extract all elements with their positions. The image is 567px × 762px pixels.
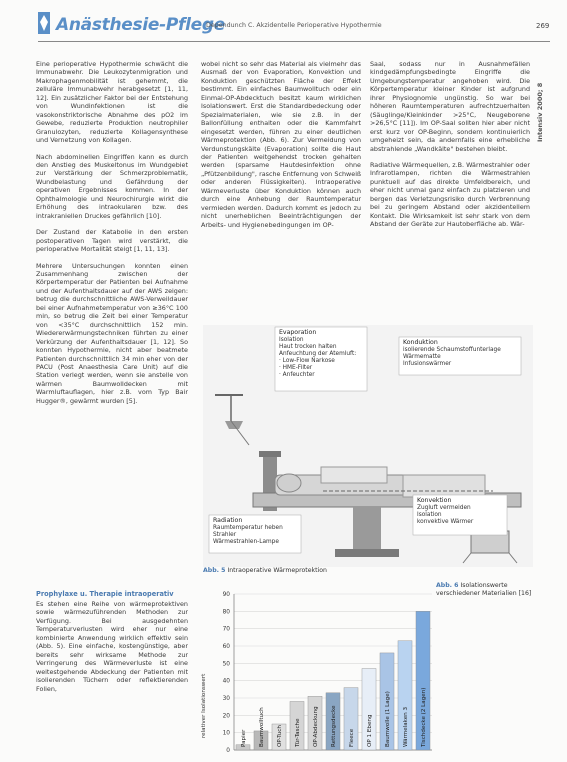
convection-item: konvektive Wärmer <box>417 519 474 525</box>
x-tick-label: OP-Tuch <box>277 725 283 747</box>
x-tick-label: Fleece <box>349 728 355 747</box>
figure-5-caption-label: Abb. 5 <box>203 567 226 574</box>
x-tick-label: Tischdecke (2 Lagen) <box>421 687 427 747</box>
radiation-item: Strahler <box>213 532 237 538</box>
figure-6-caption <box>436 582 534 598</box>
text-column-3 <box>370 60 530 237</box>
journal-logo: Anästhesie-Pflege <box>56 15 225 35</box>
conduction-item: Wärmematte <box>403 354 441 360</box>
journal-issue-vertical: Intensiv 2000; 8 <box>536 82 544 142</box>
evaporation-item: Anfeuchtung der Atemluft: <box>279 351 357 357</box>
paragraph: Nach abdominellen Eingriffen kann es durch den Anstieg des Muskeltonus im Wundgebiet zur Verstärkung der Schmerzproblematik, Wundbelastung und Gefährdung der operativen Ergebnisses kommen. In der Ophthalmologie und Neurochirurgie wirkt die Erhöhung des intraokularen bzw. des intrakraniellen Druckes gefährlich [10]. <box>36 152 188 220</box>
y-tick-label: 80 <box>222 609 230 616</box>
page-header <box>0 0 567 42</box>
evaporation-item: · Anfeuchter <box>279 372 315 378</box>
x-tick-label: Tür-Tasche <box>295 718 301 747</box>
y-tick-label: 70 <box>222 626 230 633</box>
bar-chart <box>200 578 530 758</box>
paragraph: Saal, sodass nur in Ausnahmefällen kindgedämpfungsbedingte Eingriffe die Umgebungstemperatur angehoben wird. Die Körpertemperatur kleiner Kinder ist aufgrund ihrer Physiognomie ungünstig. So war bei höheren Raumtemperaturen aufrechtzuerhalten (Säuglinge/Kleinkinder >25°C, Neugeborene >26,5°C [11]). Im OP-Saal sollten hier aber nicht erst kurz vor OP-Beginn, sondern kontinuierlich umgeheizt sein, da andernfalls eine erhebliche abstrahlende „Wandkälte" bestehen bleibt. <box>370 60 530 153</box>
section-heading: Prophylaxe u. Therapie intraoperativ <box>36 590 174 598</box>
logo-mark-icon <box>38 12 50 34</box>
figure-5-caption-text: Intraoperative Wärmeprotektion <box>227 567 327 574</box>
x-tick-label: Rettungsdecke <box>331 705 337 747</box>
x-tick-label: Wärmelaken 3 <box>403 706 409 747</box>
y-tick-label: 20 <box>222 713 230 720</box>
figure-5-illustration <box>203 325 533 567</box>
conduction-item: isolierende Schaumstoffunterlage <box>403 347 501 353</box>
figure-6-caption-label: Abb. 6 <box>436 582 459 589</box>
convection-label: Konvektion <box>417 497 452 504</box>
y-tick-label: 50 <box>222 661 230 668</box>
paragraph: Es stehen eine Reihe von wärmeprotektiven sowie wärmezuführenden Methoden zur Verfügung. Bei ausgedehnten Temperaturverlusten wird eher nur eine kombinierte Anwendung wirklich effektiv sein (Abb. 5). Eine einfache, kostengünstige, aber bereits sehr wirksame Methode zur Verringerung des Wärmeverluste ist eine weitestgehende Abdeckung der Patienten mit isolierenden Tüchern oder reflektierenden Folien, <box>36 600 188 693</box>
y-tick-label: 90 <box>222 592 230 598</box>
x-tick-label: Papier <box>241 729 247 747</box>
paragraph: Radiative Wärmequellen, z.B. Wärmestrahler oder Infrarotlampen, richten die Wärmestrahlen punktuell auf das direkte Umfeldbereich, und eher nicht unmal ganz einfach zu platzieren und bergen das Verletzungsrisiko durch Verbrennung bei zu geringem Abstand oder akzidentellem Kontakt. Die Wirksamkeit ist sehr stark von dem Abstand der Geräte zur Hautoberfläche ab. Wär- <box>370 160 530 229</box>
x-tick-label: OP 1 Ebeng <box>367 714 373 747</box>
y-tick-label: 0 <box>226 748 230 754</box>
figure-5-caption <box>203 567 327 574</box>
evaporation-item: · HME-Filter <box>279 365 313 371</box>
paragraph: Eine perioperative Hypothermie schwächt die Immunabwehr. Die Leukozytenmigration und Makrophagenmobilität ist gehemmt, die zelluläre Immunabwehr herabgesetzt [1, 11, 12]. Ein zusätzlicher Faktor bei der Entstehung von Wundinfektionen ist die vasokonstriktorische Abnahme des pO2 im Gewebe, reduzierte Produktion neutrophiler Granulozyten, reduzierte Kollagensynthese und Vernetzung von Kollagen. <box>36 60 188 145</box>
header-divider <box>38 41 550 42</box>
x-tick-label: Baumwolle (1 Lage) <box>385 691 391 747</box>
text-column-2 <box>201 60 361 237</box>
running-title: Dependunch C. Akzidentelle Perioperative Hypothermie <box>206 22 382 29</box>
text-column-1 <box>36 60 188 413</box>
convection-item: Isolation <box>417 512 442 518</box>
text-column-1-lower <box>36 590 188 701</box>
y-tick-label: 10 <box>222 730 230 737</box>
paragraph: wobei nicht so sehr das Material als vielmehr das Ausmaß der von Evaporation, Konvektion und Konduktion geschützten Fläche der Effekt bestimmt. Ein einfaches Baumwolltuch oder ein Einmal-OP-Abdecktuch besitzt kaum wirklichen Isolationswert. Erst die Standardbedeckung oder Spezialmaterialen, wie sie z.B. in der Ballonfüllung enthalten oder die Kammfahrt eingesetzt werden, führen zu einer deutlichen Wärmeprotektion (Abb. 6). Zur Vermeidung von Verdunstungskälte (Evaporation) sollte die Haut der Patienten weitgehendst trocken gehalten werden (sparsame Hautdesinfektion ohne „Pfützenbildung", rasche Entfernung von Schweiß oder anderen Flüssigkeiten). Intraoperative Wärmeverluste über Konduktion können auch durch eine Anhebung der Raumtemperatur vermieden werden. Dadurch kommt es jedoch zu nicht unerheblichen Beeinträchtigungen der Arbeits- und Hygienebedingungen im OP- <box>201 60 361 229</box>
convection-item: Zugluft vermeiden <box>417 505 471 511</box>
radiation-item: Wärmestrahlen-Lampe <box>213 539 279 545</box>
paragraph: Der Zustand der Katabolie in den ersten postoperativen Tagen wird verstärkt, die perioperative Mortalität steigt [1, 11, 13]. <box>36 228 188 254</box>
page-number: 269 <box>536 22 550 30</box>
evaporation-item: Haut trocken halten <box>279 344 337 350</box>
evaporation-item: · Low-Flow Narkose <box>279 358 335 364</box>
conduction-item: Infusionswärmer <box>403 361 452 367</box>
figure-6-chart <box>200 578 530 758</box>
paragraph: Mehrere Untersuchungen konnten einen Zusammenhang zwischen der Körpertemperatur der Patienten bei Aufnahme und der Aufenthaltsdauer auf der AWS zeigen: betrug die durchschnittliche AWS-Verweildauer bei einer Aufnahmetemperatur von ≥36°C 100 min, so betrug die Zeit bei einer Temperatur von <35°C durchschnittlich 152 min. Wiedererwärmungstechniken führten zu einer Verkürzung der Aufenthaltsdauer [1, 12]. So konnten Hypothermie, nicht aber beatmete Patienten durchschnittlich 34 min eher von der PACU (Post Anaesthesia Care Unit) auf die Station verlegt werden, wenn sie anstelle von wärmen Baumwolldecken mit Warmluftauflagen, hier z.B. vom Typ Bair Hugger®, gewärmt wurden [5]. <box>36 261 188 405</box>
conduction-label: Konduktion <box>403 339 438 346</box>
figure-6-caption-text: Isolationswerte verschiedener Materialien [16] <box>436 582 532 597</box>
radiation-item: Raumtemperatur heben <box>213 525 283 531</box>
y-tick-label: 60 <box>222 644 230 650</box>
x-tick-label: Baumwolltuch <box>259 707 265 747</box>
evaporation-item: Isolation <box>279 337 304 343</box>
y-tick-label: 40 <box>222 678 230 685</box>
evaporation-label: Evaporation <box>279 329 317 336</box>
y-tick-label: 30 <box>222 696 230 702</box>
y-axis-label: relativer Isolationswert <box>201 673 207 739</box>
radiation-label: Radiation <box>213 517 243 524</box>
x-tick-label: OP-Abdeckung <box>313 706 319 747</box>
